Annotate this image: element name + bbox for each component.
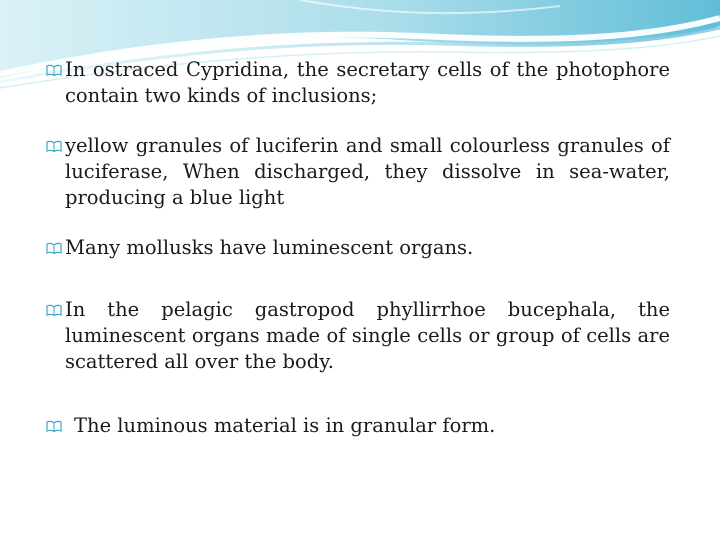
bullet-text: The luminous material is in granular form. xyxy=(74,414,496,437)
bullet-text: In ostraced Cypridina, the secretary cells of the photophore contain two kinds of inclusions; xyxy=(65,58,670,107)
open-book-icon xyxy=(46,304,62,316)
bullet-item xyxy=(46,413,670,439)
bullet-text: In the pelagic gastropod phyllirrhoe bucephala, the luminescent organs made of single cells or group of cells are scattered all over the body. xyxy=(65,298,670,373)
bullet-list xyxy=(46,57,670,439)
open-book-icon xyxy=(46,242,62,254)
bullet-text: yellow granules of luciferin and small colourless granules of luciferase, When discharged, they dissolve in sea-water, producing a blue light xyxy=(65,134,670,209)
open-book-icon xyxy=(46,420,62,432)
bullet-item xyxy=(46,133,670,211)
bullet-item xyxy=(46,57,670,109)
bullet-text: Many mollusks have luminescent organs. xyxy=(65,236,474,259)
open-book-icon xyxy=(46,64,62,76)
bullet-item xyxy=(46,235,670,261)
open-book-icon xyxy=(46,140,62,152)
bullet-item xyxy=(46,297,670,375)
